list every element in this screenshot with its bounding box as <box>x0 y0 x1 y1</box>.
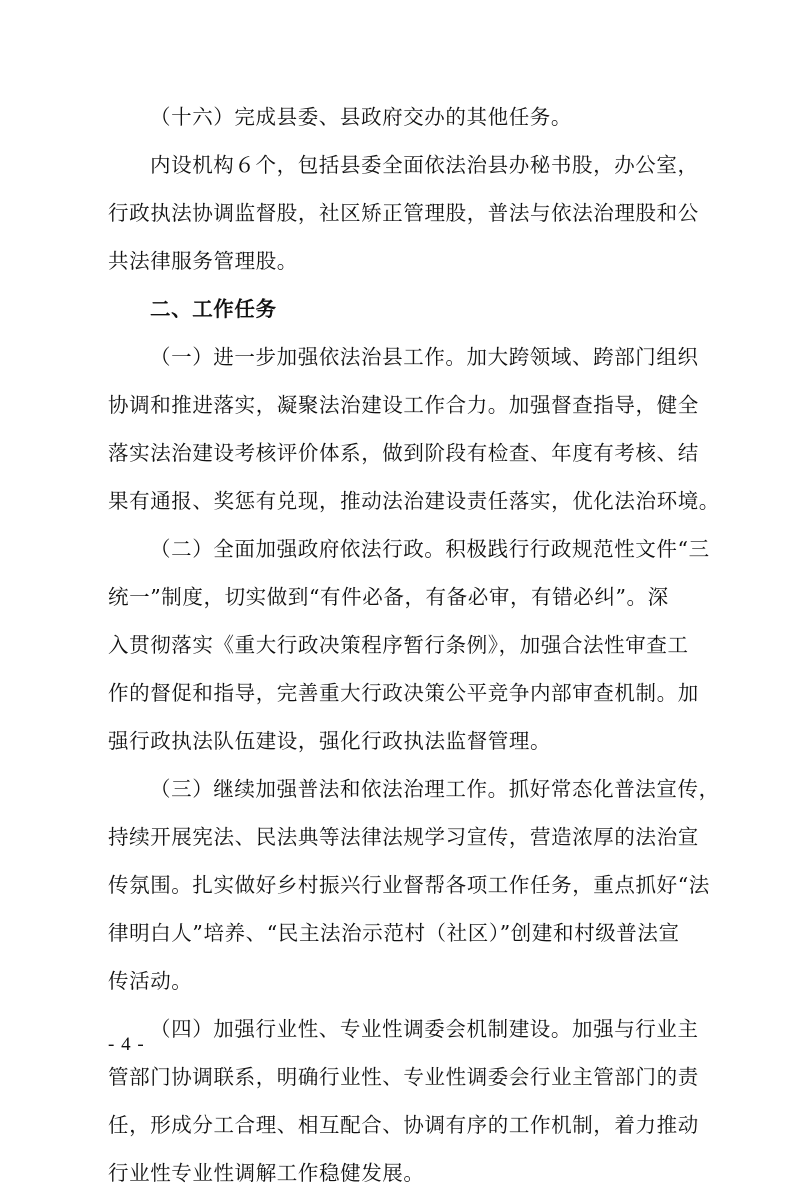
text-line: 强行政执法队伍建设，强化行政执法监督管理。 <box>108 729 552 753</box>
text-line: 内设机构６个，包括县委全面依法治县办秘书股，办公室， <box>150 153 699 177</box>
text-line: 传活动。 <box>108 969 193 993</box>
document-body <box>108 98 720 1192</box>
text-line: 协调和推进落实，凝聚法治建设工作合力。加强督查指导，健全 <box>108 393 699 417</box>
section-heading: 二、工作任务 <box>150 297 277 321</box>
text-line: 果有通报、奖惩有兑现，推动法治建设责任落实，优化法治环境。 <box>108 489 720 513</box>
text-line: 行业性专业性调解工作稳健发展。 <box>108 1161 425 1185</box>
text-line: 律明白人”培养、“民主法治示范村（社区）”创建和村级普法宣 <box>108 921 680 945</box>
text-line: 行政执法协调监督股，社区矫正管理股，普法与依法治理股和公 <box>108 201 699 225</box>
text-line: （一）进一步加强依法治县工作。加大跨领域、跨部门组织 <box>150 345 699 369</box>
text-line: （十六）完成县委、县政府交办的其他任务。 <box>150 105 572 129</box>
text-line: 落实法治建设考核评价体系，做到阶段有检查、年度有考核、结 <box>108 441 699 465</box>
text-line: 传氛围。扎实做好乡村振兴行业督帮各项工作任务，重点抓好“法 <box>108 873 710 897</box>
text-line: 入贯彻落实《重大行政决策程序暂行条例》，加强合法性审查工 <box>108 633 689 657</box>
text-line: 共法律服务管理股。 <box>108 249 298 273</box>
text-line: （三）继续加强普法和依法治理工作。抓好常态化普法宣传， <box>150 777 720 801</box>
page-number: - 4 - <box>108 1034 145 1055</box>
text-line: （二）全面加强政府依法行政。积极践行行政规范性文件“三 <box>150 537 710 561</box>
text-line: （四）加强行业性、专业性调委会机制建设。加强与行业主 <box>150 1017 699 1041</box>
text-line: 任，形成分工合理、相互配合、协调有序的工作机制，着力推动 <box>108 1113 699 1137</box>
text-line: 管部门协调联系，明确行业性、专业性调委会行业主管部门的责 <box>108 1065 699 1089</box>
text-line: 统一”制度，切实做到“有件必备，有备必审，有错必纠”。深 <box>108 585 669 609</box>
text-line: 作的督促和指导，完善重大行政决策公平竞争内部审查机制。加 <box>108 681 699 705</box>
text-line: 持续开展宪法、民法典等法律法规学习宣传，营造浓厚的法治宣 <box>108 825 699 849</box>
